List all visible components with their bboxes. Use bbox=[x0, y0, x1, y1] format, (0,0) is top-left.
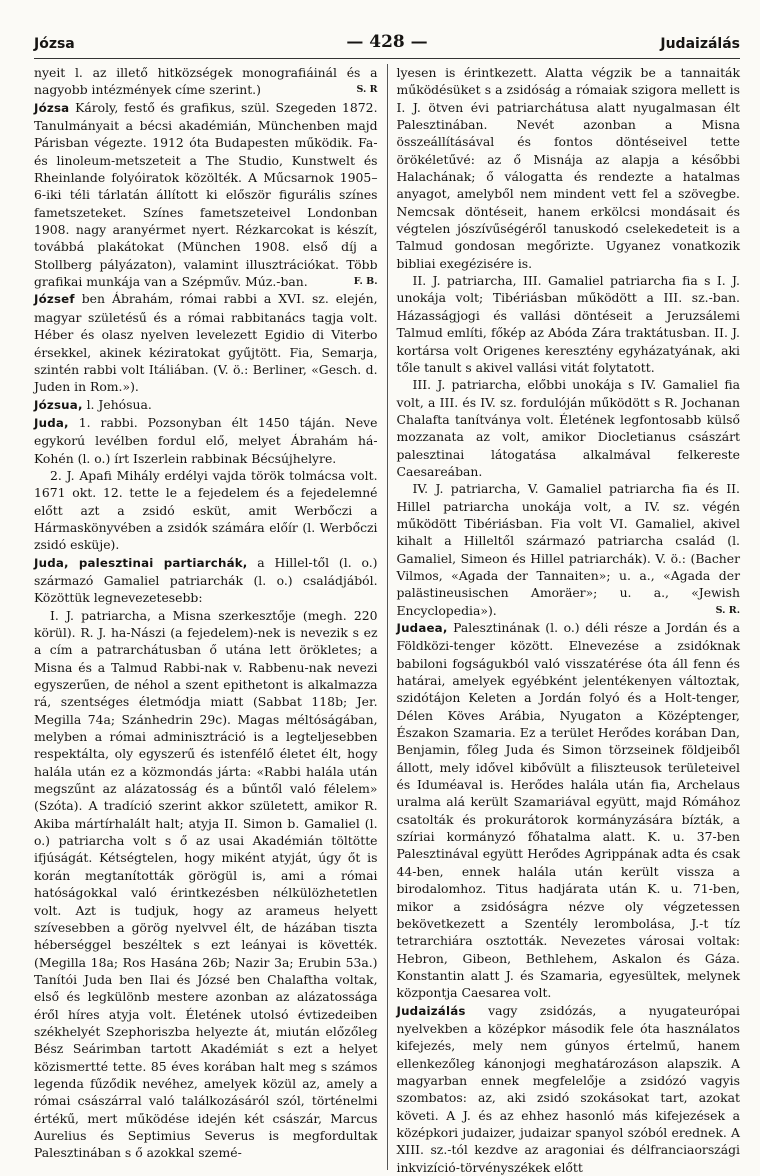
entry-text: nyeit l. az illető hitközségek monografiáinál és a nagyobb intézmények címe szerint.) bbox=[34, 65, 378, 98]
paragraph bbox=[34, 554, 378, 607]
paragraph bbox=[396, 376, 740, 480]
entry-headword: Józsua, bbox=[34, 397, 83, 412]
paragraph bbox=[34, 290, 378, 395]
paragraph bbox=[34, 467, 378, 554]
two-column-body bbox=[34, 64, 740, 1175]
paragraph bbox=[396, 64, 740, 272]
entry-text: a Hillel-től (l. o.) származó Gamaliel patriarchák (l. o.) családjából. Közöttük legnevezetesebb: bbox=[34, 554, 378, 606]
entry-text: I. J. patriarcha, a Misna szerkesztője (megh. 220 körül). R. J. ha-Nászi (a fejedelem)-nek is nevezik s ez a cím a patrarchátusban ő utána lett örökletes; a Misna és a Talmud Rabbi-nak v. Rabbenu-nak nevezi egyszerűen, de néhol a szent epithetont is alkalmazza rá, szentséges életmódja miatt (Sabbat 118b; Jer. Megilla 74a; Szánhedrin 29c). Magas méltóságában, melyben a római adminisztráció is a legteljesebben respektálta, oly egyszerű és istenfélő életet élt, hogy halála után ez a közmondás járta: «Rabbi halála után megszűnt az alázatosság és a bűntől való félelem» (Szóta). A tradíció szerint akkor született, amikor R. Akiba mártírhalált halt; atyja II. Simon b. Gamaliel (l. o.) patriarcha volt s ő az usai Akadémián töltötte ifjúságát. Kétségtelen, hogy miként atyját, úgy őt is korán megtanították görögül is, ami a római hatóságokkal való érintkezésben nélkülözhetetlen volt. Azt is tudjuk, hogy az arameus helyett szívesebben a görög nyelvvel élt, de házában tiszta héberséggel beszéltek s ezt leányai is követték. (Megilla 18a; Ros Hasána 26b; Nazir 3a; Erubin 53a.) Tanítói Juda ben Ilai és Józsé ben Chalaftha voltak, első és legkülönb mestere azonban az alázatossága éről híres atyja volt. Életének utolsó évtizedeiben székhelyét Szephoriszba helyezte át, miután előzőleg Bész Seárimban tartott Akadémiát s ezt a helyet közismertté tette. 85 éves korában halt meg s számos legenda fűződik nevéhez, amelyek közül az, amely a római császárral való találkozásáról szól, történelmi értékű, mert működése idején két császár, Marcus Aurelius és Septimius Severus is megfordultak Palesztinában s ő azokkal szemé- bbox=[34, 607, 378, 1161]
entry-text: 1. rabbi. Pozsonyban élt 1450 táján. Neve egykorú levélben fordul elő, melyet Ábrahám há-Kohén (l. o.) írt Iszerlein rabbinak Bécsújhelyre. bbox=[34, 414, 378, 466]
entry-text: Károly, festő és grafikus, szül. Szegeden 1872. Tanulmányait a bécsi akadémián, Münchenben majd Párisban végezte. 1912 óta Budapesten működik. Fa- és linoleum-metszeteit a The Studio, Kunstwelt és Rheinlande folyóiratok közölték. A Műcsarnok 1905–6-iki téli tárlatán állított ki először figurális színes fametszeteket. Színes fametszeteivel Londonban 1908. nagy aranyérmet nyert. Rézkarcokat is készít, továbbá plakátokat (München 1908. első díj a Stollberg pályázaton), valamint illusztrációkat. Több grafikai munkája van a Szépműv. Múz.-ban. bbox=[34, 99, 378, 290]
entry-text: l. Jehósua. bbox=[82, 396, 152, 412]
left-column bbox=[34, 64, 378, 1170]
entry-text: Palesztinának (l. o.) déli része a Jordán és a Földközi-tenger között. Elnevezése a zsidóknak babiloni fogságukból való visszatérése óta áll fenn és határai, amelyek egyébként jelentékenyen változtak, szidótájon Keleten a Jordán folyó és a Holt-tenger, Délen Köves Arábia, Nyugaton a Középtenger, Északon Szamaria. Ez a terület Herődes korában Dan, Benjamin, főleg Juda és Simon törzseinek földjeiből állott, mely idővel kibővült a filiszteusok területeivel és Iduméaval is. Herődes halála után fia, Archelaus uralma alá került Szamariával együtt, majd Rómához csatolták és prokurátorok kormányzására bízták, a szíriai kormányzó főhatalma alatt. K. u. 37-ben Palesztinával együtt Herődes Agrippának adta és csak 44-ben, ennek halála után került vissza a birodalomhoz. Titus hadjárata után K. u. 71-ben, mikor a zsidóságra nézve oly végzetessen bekövetkezett a Szentély lerombolása, J.-t tíz tetrarchiára osztották. Nevezetes városai voltak: Hebron, Gibeon, Bethlehem, Askalon és Gáza. Konstantin alatt J. és Szamaria, egyesültek, melynek központja Caesarea volt. bbox=[396, 620, 740, 1001]
author-signature: F. B. bbox=[353, 276, 378, 288]
author-signature: S. R bbox=[356, 84, 378, 96]
running-header bbox=[34, 32, 740, 56]
paragraph bbox=[34, 414, 378, 467]
entry-headword: József bbox=[34, 292, 75, 307]
paragraph bbox=[396, 272, 740, 376]
entry-text: II. J. patriarcha, III. Gamaliel patriarcha fia s I. J. unokája volt; Tibériásban működött a III. sz.-ban. Házasságjogi és vallási döntéseit a Jeruzsálemi Talmud említi, főkép az Abóda Zára traktátusban. II. J. kortársa volt Origenes keresztény egyházatyának, aki tőle tanult s akivel vallási vitát folytatott. bbox=[396, 273, 740, 375]
paragraph bbox=[34, 64, 378, 99]
entry-headword: Judaizálás bbox=[396, 1003, 466, 1018]
entry-text: vagy zsidózás, a nyugateurópai nyelvekben a középkor második fele óta használatos kifejezés, mely nem gúnyos értelmű, hanem ellenkezőleg kánonjogi meghatározáson alapszik. A magyarban ennek megfelelője a zsidózó vagyis szombatos: az, aki zsidó szokásokat tart, azokat követi. A J. és az ehhez hasonló más kifejezések a középkori judaizer, judaizar spanyol szóból erednek. A XIII. sz.-tól kezdve az aragoniai és délfranciaországi inkvizíció-törvényszékek előtt bbox=[396, 1002, 740, 1175]
entry-headword: Juda, bbox=[34, 415, 69, 430]
header-right-keyword: Judaizálás bbox=[660, 36, 740, 52]
column-divider bbox=[387, 64, 388, 1170]
author-signature: S. R. bbox=[715, 604, 740, 616]
paragraph bbox=[34, 396, 378, 414]
entry-text: lyesen is érintkezett. Alatta végzik be a tannaiták működésüket s a zsidóság a rómaiak szigora mellett is I. J. ötven évi patriarchátusa alatt nyugalmasan élt Palesztinában. Nevét azonban a Misna összeállításával és fontos döntéseivel tette örökéletűvé: az ő Misnája az alapja a későbbi Halachának; ő válogatta és rendezte a hatalmas anyagot, amelyből nem mindent vett fel a szövegbe. Nemcsak döntéseit, hanem erkölcsi mondásait és végtelen jószívűségéről tanuskodó cselekedeteit is a Talmud gondosan megőrizte. Ugyanez vonatkozik bibliai exegézisére is. bbox=[396, 65, 740, 271]
paragraph bbox=[396, 1002, 740, 1176]
paragraph bbox=[34, 99, 378, 291]
paragraph bbox=[396, 619, 740, 1002]
entry-text: IV. J. patriarcha, V. Gamaliel patriarcha fia és II. Hillel patriarcha unokája volt, a IV. sz. végén működött Tibériásban. Fia volt VI. Gamaliel, akivel kihalt a Hilleltől származó patriarcha család (l. Gamaliel, Simeon és Hillel patriarchák). V. ö.: (Bacher Vilmos, «Agada der Tannaiten»; u. a., «Agada der palästineusischen Amoräer»; u. a., «Jewish Encyclopedia»). bbox=[396, 481, 740, 618]
header-left-keyword: Józsa bbox=[34, 36, 75, 52]
entry-text: 2. J. Apafi Mihály erdélyi vajda török tolmácsa volt. 1671 okt. 12. tette le a fejedelem és a fejedelemné előtt azt a zsidó esküt, amit Werbőczi a Hármaskönyvében a zsidók számára előír (l. Werbőczi zsidó esküje). bbox=[34, 467, 378, 553]
entry-headword: Juda, palesztinai partiarchák, bbox=[34, 555, 248, 570]
paragraph bbox=[396, 480, 740, 619]
page-number: — 428 — bbox=[346, 32, 428, 52]
entry-text: III. J. patriarcha, előbbi unokája s IV. Gamaliel fia volt, a III. és IV. sz. fordulóján működött s R. Jochanan Chalafta tanítványa volt. Életének legfontosabb külső mozzanata az volt, amikor Diocletianus császárt palesztinai látogatása alkalmával felkereste Caesareában. bbox=[396, 377, 740, 479]
entry-headword: Józsa bbox=[34, 100, 70, 115]
entry-headword: Judaea, bbox=[396, 621, 448, 635]
entry-text: ben Ábrahám, római rabbi a XVI. sz. elején, magyar születésű és a római rabbitanács tagja volt. Héber és olasz nyelven levelezett Egidio di Viterbo érsekkel, akinek kéziratokat gyűjtött. Fia, Semarja, szintén rabbi volt Itáliában. (V. ö.: Berliner, «Gesch. d. Juden in Rom.»). bbox=[34, 291, 378, 395]
header-rule bbox=[34, 58, 740, 59]
paragraph bbox=[34, 607, 378, 1162]
right-column bbox=[396, 64, 740, 1175]
